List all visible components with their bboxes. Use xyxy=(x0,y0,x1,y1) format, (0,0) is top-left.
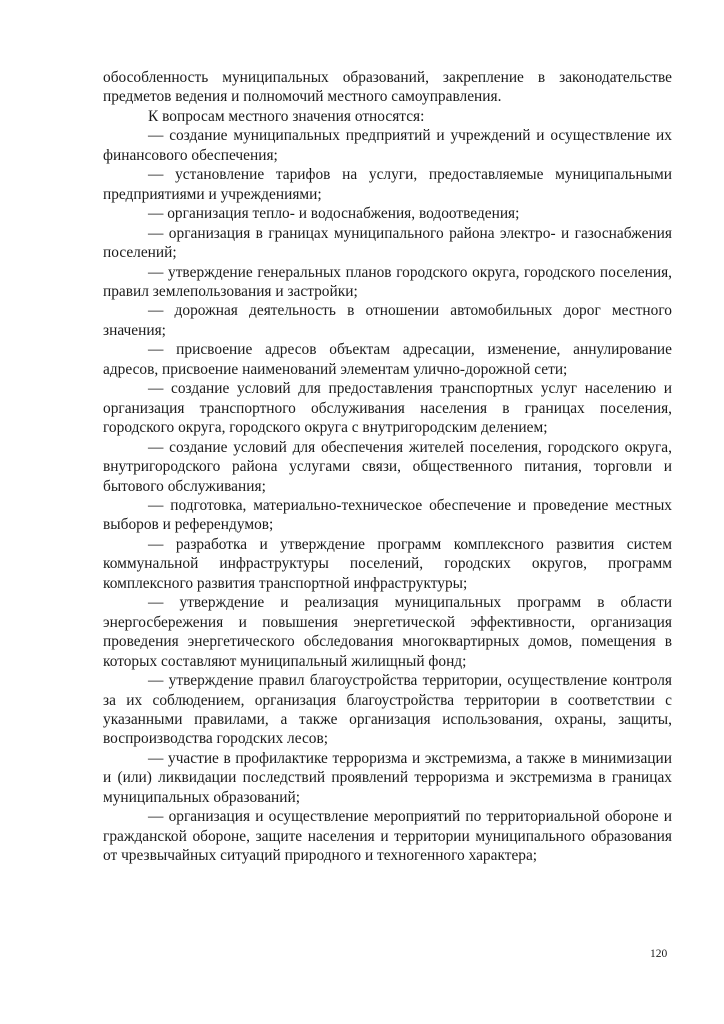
body-text xyxy=(103,68,672,866)
list-item: — создание условий для предоставления транспортных услуг населению и организация транспортного обслуживания населения в границах поселения, городского округа, городского округа с внутригородским делением; xyxy=(103,380,672,437)
list-item: — создание условий для обеспечения жителей поселения, городского округа, внутригородского района услугами связи, общественного питания, торговли и бытового обслуживания; xyxy=(103,438,672,495)
list-item: — организация в границах муниципального района электро- и газоснабжения поселений; xyxy=(103,224,672,262)
paragraph-intro: К вопросам местного значения относятся: xyxy=(148,107,425,125)
list-item: — утверждение генеральных планов городского округа, городского поселения, правил землепользования и застройки; xyxy=(103,263,672,300)
list-item: — участие в профилактике терроризма и экстремизма, а также в минимизации и (или) ликвидации последствий проявлений терроризма и экстремизма в границах муниципальных образований; xyxy=(103,749,672,806)
paragraph-continuation: обособленность муниципальных образований, закрепление в законодательстве предметов ведения и полномочий местного самоуправления. xyxy=(103,69,672,106)
list-item: — разработка и утверждение программ комплексного развития систем коммунальной инфраструктуры поселений, городских округов, программ комплексного развития транспортной инфраструктуры; xyxy=(103,535,672,592)
list-item: — утверждение правил благоустройства территории, осуществление контроля за их соблюдением, организация благоустройства территории в соответствии с указанными правилами, а также организация использования, охраны, защиты, воспроизводства городских лесов; xyxy=(103,672,672,748)
list-item: — утверждение и реализация муниципальных программ в области энергосбережения и повышения энергетической эффективности, организация проведения энергетического обследования многоквартирных домов, помещения в которых составляют муниципальный жилищный фонд; xyxy=(103,594,672,670)
list-item: — организация и осуществление мероприятий по территориальной обороне и гражданской обороне, защите населения и территории муниципального образования от чрезвычайных ситуаций природного и техногенного характера; xyxy=(103,808,672,865)
list-item: — дорожная деятельность в отношении автомобильных дорог местного значения; xyxy=(103,302,672,339)
list-item: — установление тарифов на услуги, предоставляемые муниципальными предприятиями и учреждениями; xyxy=(103,166,672,203)
list-item: — организация тепло- и водоснабжения, водоотведения; xyxy=(148,205,520,223)
list-item: — создание муниципальных предприятий и учреждений и осуществление их финансового обеспечения; xyxy=(103,127,672,164)
page-number: 120 xyxy=(650,948,668,960)
list-item: — присвоение адресов объектам адресации, изменение, аннулирование адресов, присвоение наименований элементам улично-дорожной сети; xyxy=(103,341,672,378)
list-item: — подготовка, материально-техническое обеспечение и проведение местных выборов и референдумов; xyxy=(103,496,672,534)
